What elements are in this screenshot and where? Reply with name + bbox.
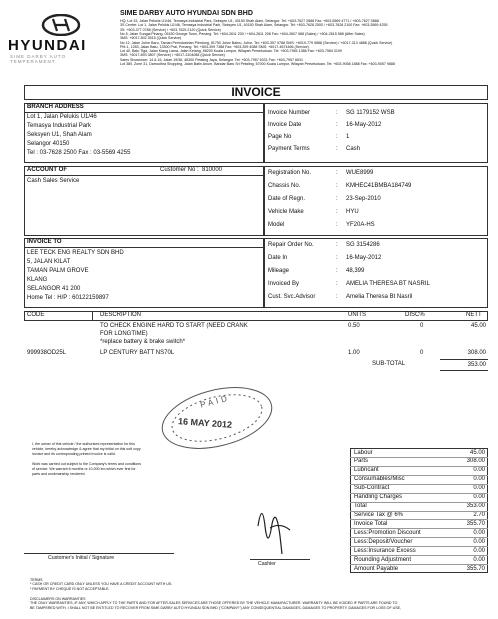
repair-label: Cust. Svc.Advisor: [268, 294, 316, 300]
company-address-line: 3S Centre: Lot 1, Jalan Pelukis U1/46, Temasya Industrial Park, Seksyen U1, 40150 Shah Alam, Selangor. Tel: +603-7628 2500 / +603-7628 2100 Fax: +603-5569 4255: [120, 23, 388, 28]
summary-label: Less:Promotion Discount: [354, 529, 421, 536]
disclaimer-line: BE TAMPERED WITH. I SHALL NOT BE ENTITLED TO RECOVER FROM SIME DARBY AUTO HYUNDAI SDN BHD ("COMPANY") ANY CONSEQUENTIAL DAMAGES, DAMAGES TO PROPERTY, DAMAGES FOR LOSS OF USE,: [30, 605, 402, 610]
summary-label: Rounding Adjustment: [354, 556, 412, 563]
company-address-line: PM-1, 1283, Jalan Batu, 13300 Prai, Penang. Tel: +604-399 7388 Fax: +604-399 4088 SMS: +6017-4674466 (Service): [120, 44, 309, 49]
item-description: *replace battery & brake switch*: [100, 339, 186, 345]
invoice-info-colon: :: [336, 146, 338, 152]
item-nett: 308.00: [467, 350, 486, 356]
vehicle-colon: :: [336, 209, 338, 215]
summary-value: 0.00: [473, 467, 485, 474]
summary-value: 355.70: [466, 520, 485, 527]
summary-divider: [350, 528, 488, 529]
branch-address-line: Lot 1, Jalan Pelukis U1/46: [27, 114, 97, 120]
customer-no: 810000: [202, 167, 223, 173]
vehicle-value: KMHEC41BMBA184749: [346, 183, 412, 189]
acknowledgement-line: Work was carried out subject to the Company's terms and conditions: [32, 462, 142, 466]
summary-divider: [350, 493, 488, 494]
summary-label: Less:Insurance Excess: [354, 547, 416, 554]
branch-address-line: Seksyen U1, Shah Alam: [27, 132, 92, 138]
company-address-line: 3S: +603-377 0788 (Service) / +603-7625 2120 (Quick Service): [120, 27, 221, 32]
invoice-info-colon: :: [336, 134, 338, 140]
account-heading: ACCOUNT OF: [27, 167, 67, 173]
summary-value: 0.00: [473, 538, 485, 545]
summary-divider: [350, 475, 488, 476]
branch-address-line: Temasya Industrial Park: [27, 123, 92, 129]
repair-label: Date In: [268, 255, 288, 261]
invoice-info-label: Invoice Number: [268, 110, 311, 116]
terms-line: * PAYMENT BY CHEQUE IS NOT ACCEPTABLE.: [30, 586, 110, 591]
summary-label: Lubricant: [354, 467, 379, 474]
summary-label: Consumables/Misc: [354, 476, 405, 483]
company-address-line: Lot 380, Zone 31, Damodhra Shopping, Jalan Batin Anum, Bandar Baru Sri Petaling, 57000 Kuala Lumpur, Wilayah Persekutuan. Tel: +603-9058 1888 Fax: +603-9057 9888: [120, 62, 395, 66]
vehicle-label: Date of Regn.: [268, 196, 306, 202]
invoice-info-label: Page No: [268, 134, 292, 140]
item-units: 0.50: [348, 323, 360, 329]
company-address-line: HQ: Lot 33, Jalan Pelukis U1/46, Temasya Industrial Park, Seksyen U1, 40150 Shah Alam, Selangor. Tel: +603-7627 2888 Fax: +603-5569 4771 / +603-7627 0888: [120, 19, 379, 23]
summary-divider: [350, 484, 488, 485]
vehicle-colon: :: [336, 183, 338, 189]
invoice-info-value: 16-May-2012: [346, 122, 382, 128]
invoice-title: INVOICE: [231, 85, 281, 99]
repair-value: 16-May-2012: [346, 255, 382, 261]
repair-info: [268, 242, 488, 306]
summary-value: 353.00: [466, 503, 485, 510]
summary-value: 355.70: [466, 565, 485, 572]
invoice-info-colon: :: [336, 110, 338, 116]
summary-label: Sub-Contract: [354, 485, 390, 492]
item-description: FOR LONGTIME): [100, 331, 148, 337]
summary-value: 0.00: [473, 476, 485, 483]
summary-value: 0.00: [473, 556, 485, 563]
stamp-date: 16 MAY 2012: [177, 416, 233, 430]
summary-table: [350, 448, 488, 573]
invoice-to-line: LEE TECK ENG REALTY SDN BHD: [27, 250, 124, 256]
company-address-line: Lot 40, Batu Tiga, Jalan Klang Lama, Jalan Kelang, 58200 Kuala Lumpur, Wilayah Persekutuan. Tel: +603-7984 1388 Fax: +603-7984 3199: [120, 49, 342, 54]
terms-line: * CASH OR CREDIT CARD ONLY UNLESS YOU HAVE A CREDIT ACCOUNT WITH US.: [30, 582, 173, 586]
acknowledgement-line: vehicle, hereby acknowledge & agree that my initial on this soft copy: [32, 447, 141, 451]
col-code: CODE: [27, 312, 45, 318]
acknowledgement-line: I, the owner of this vehicle / the authorised representative for this: [32, 442, 135, 446]
stamp-text: PAID: [199, 393, 231, 410]
branch-heading: BRANCH ADDRESS: [27, 104, 84, 110]
logo-sub-1: SIME DARBY AUTO: [10, 54, 67, 59]
summary-divider: [350, 466, 488, 467]
summary-divider: [350, 511, 488, 512]
vehicle-label: Chassis No.: [268, 183, 301, 189]
repair-label: Repair Order No.: [268, 242, 314, 248]
repair-colon: :: [336, 268, 338, 274]
vehicle-colon: :: [336, 222, 338, 228]
item-disc: 0: [420, 350, 424, 356]
customer-signature-label: Customer's Initial / Signature: [48, 555, 115, 561]
summary-value: 0.00: [473, 529, 485, 536]
company-address-line: 3MS: +6017-502 3515 (Quick Service): [120, 36, 182, 41]
summary-label: Invoice Total: [354, 520, 388, 527]
summary-label: Amount Payable: [354, 565, 399, 572]
invoice-to-line: Home Tel : H/P : 60122159897: [27, 295, 109, 301]
company-address-line: No 12, Jalan Johor Baru, Taman Perindustrian Plentong, 81750 Johor Bahru, Johor. Tel: +603-357 9788 SMS: +6019-779 9888 (Service) / +6017-313 4888 (Quick Service): [120, 40, 393, 45]
summary-divider: [350, 502, 488, 503]
item-nett: 45.00: [470, 323, 486, 329]
vehicle-value: HYU: [346, 209, 359, 215]
invoice-info-colon: :: [336, 122, 338, 128]
logo-wordmark: HYUNDAI: [8, 37, 87, 54]
summary-divider: [350, 537, 488, 538]
company-address-line: No 5, Jalan Sungai Pinang, 05150 George Town, Penang. Tel: +604-2611 200 / +604-2611 208 Fax: +604-2607 588 (Sales) / +604-2615 588 (After Sales): [120, 31, 365, 36]
terms-heading: TERMS: [30, 578, 43, 582]
repair-value: Amelia Theresa Bt Nasril: [346, 294, 413, 300]
item-description: LP CENTURY BATT NS70L: [100, 350, 175, 356]
branch-address-line: Tel : 03-7628 2500 Fax : 03-5569 4255: [27, 150, 131, 156]
summary-value: 0.00: [473, 494, 485, 501]
summary-value: 308.00: [466, 458, 485, 465]
vehicle-label: Vehicle Make: [268, 209, 304, 215]
customer-no-label: Customer No :: [160, 167, 199, 173]
vehicle-colon: :: [336, 170, 338, 176]
invoice-to-line: SELANGOR 41 200: [27, 286, 81, 292]
invoice-info-label: Payment Terms: [268, 146, 310, 152]
summary-label: Service Tax @ 6%: [354, 512, 403, 518]
summary-value: 0.00: [473, 485, 485, 492]
repair-value: 48,399: [346, 268, 365, 274]
summary-divider: [350, 519, 488, 520]
invoice-info: [268, 110, 488, 162]
hyundai-emblem-icon: [41, 14, 81, 36]
summary-label: Total: [354, 503, 367, 510]
summary-divider: [350, 564, 488, 565]
summary-divider: [350, 555, 488, 556]
vehicle-value: WUE8999: [346, 170, 374, 176]
summary-label: Less:Deposit/Voucher: [354, 538, 413, 545]
branch-address-line: Selangor 40150: [27, 141, 70, 147]
summary-label: Labour: [354, 449, 373, 456]
acknowledgement-line: invoice and its corresponding printed invoice is valid.: [32, 452, 116, 456]
account-name: Cash Sales Service: [27, 178, 80, 184]
item-description: TO CHECK ENGINE HARD TO START (NEED CRANK: [100, 323, 248, 329]
subtotal-label: SUB-TOTAL: [372, 361, 406, 367]
repair-colon: :: [336, 255, 338, 261]
disclaimer-line: THE ONLY WARRANTIES, IF ANY, WHICH APPLY TO THE PARTS AND FOR AFTER-SALES SERVICES ARE THOSE OFFERED BY THE VEHICLE MANUFACTURER. WARRANTY WILL BE VOIDED IF PARTS ARE FOUND TO: [30, 601, 398, 605]
acknowledgement-line: parts and workmanship rendered.: [32, 472, 86, 476]
summary-label: Handling Charges: [354, 494, 403, 501]
summary-value: 45.00: [469, 449, 485, 456]
cashier-signature: [250, 496, 300, 556]
item-units: 1.00: [348, 350, 360, 356]
invoice-to-line: 5, JALAN KILAT: [27, 259, 71, 265]
company-address-line: Sales Showroom: 14 & 16, Jalan 19/36, 46300 Petaling Jaya, Selangor. Tel: +603-7957 6331 Fax: +603-7957 6631: [120, 57, 303, 62]
company-address-line: 3MS: +6017-893 3807 (Service) / +6017-3104088 (Quick Service): [120, 53, 225, 58]
col-units: UNITS: [348, 312, 366, 318]
repair-value: AMELIA THERESA BT NASRIL: [346, 281, 430, 287]
cashier-label: Cashier: [258, 561, 276, 567]
invoice-info-label: Invoice Date: [268, 122, 302, 128]
account-box: [24, 166, 264, 236]
vehicle-label: Model: [268, 222, 285, 228]
repair-label: Mileage: [268, 268, 290, 274]
invoice-info-value: Cash: [346, 146, 361, 152]
hyundai-logo: [8, 14, 114, 64]
repair-colon: :: [336, 281, 338, 287]
vehicle-colon: :: [336, 196, 338, 202]
repair-colon: :: [336, 242, 338, 248]
logo-sub-2: TEMPERAMENT: [10, 59, 56, 64]
invoice-to-line: TAMAN PALM GROVE: [27, 268, 89, 274]
vehicle-value: YF20A-HS: [346, 222, 375, 228]
subtotal-value: 353.00: [467, 362, 486, 368]
vehicle-value: 23-Sep-2010: [346, 196, 381, 202]
item-disc: 0: [420, 323, 424, 329]
col-nett: NETT: [466, 312, 482, 318]
col-description: DESCRIPTION: [100, 312, 142, 318]
invoice-to-line: KLANG: [27, 277, 48, 283]
repair-label: Invoiced By: [268, 281, 300, 287]
repair-value: SG 3154286: [346, 242, 380, 248]
items-table: [24, 323, 488, 368]
invoice-info-value: 1: [346, 134, 350, 140]
acknowledgement-line: of service. We warrant 6 months or 10,000 km which ever first for: [32, 467, 136, 471]
vehicle-info: [268, 170, 488, 234]
item-code: 999938OD25L: [27, 350, 67, 356]
vehicle-label: Registration No.: [268, 170, 312, 176]
summary-value: 2.70: [473, 512, 485, 518]
summary-divider: [350, 457, 488, 458]
summary-divider: [350, 546, 488, 547]
company-name: SIME DARBY AUTO HYUNDAI SDN BHD: [120, 10, 253, 17]
invoice-to-heading: INVOICE TO: [27, 239, 62, 245]
summary-label: Parts: [354, 458, 369, 465]
col-disc: DISC%: [405, 312, 425, 318]
disclaimers-heading: DISCLAIMERS ON WARRANTIES: [30, 597, 86, 601]
summary-value: 0.00: [473, 547, 485, 554]
repair-colon: :: [336, 294, 338, 300]
invoice-info-value: SG 1179152 WSB: [346, 110, 395, 116]
